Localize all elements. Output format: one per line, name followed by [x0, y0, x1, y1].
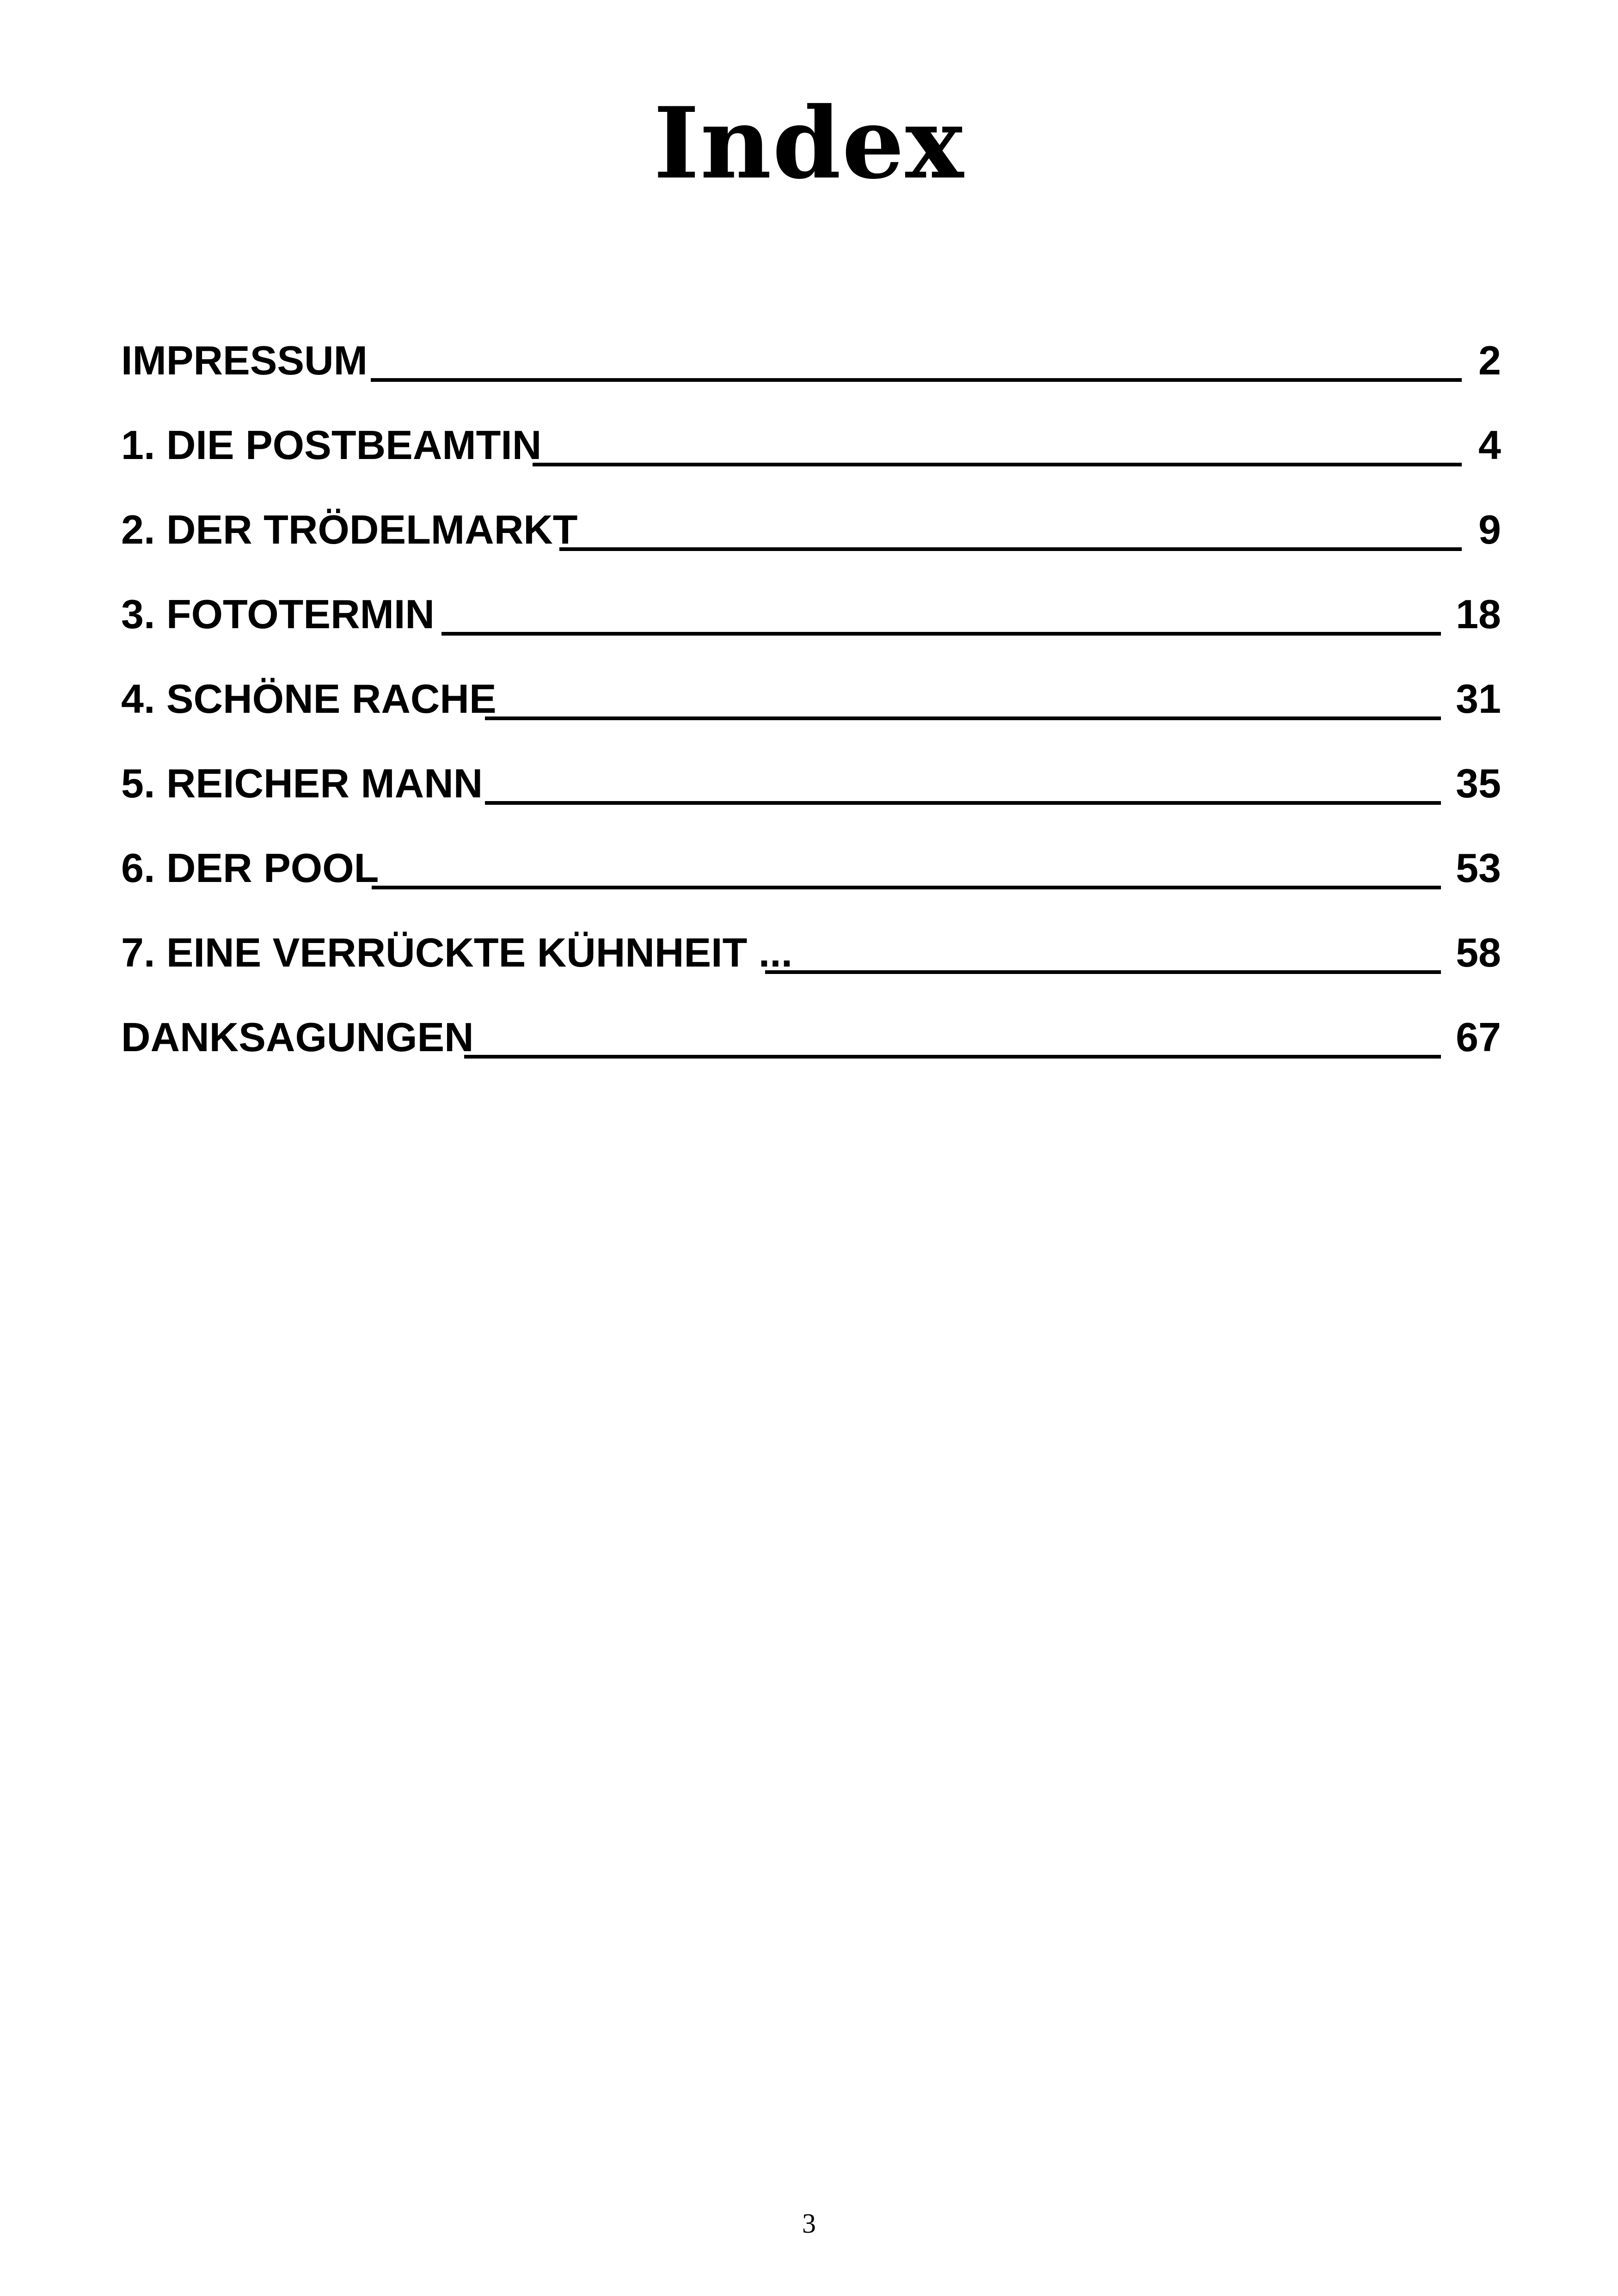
- toc-entry-page: 53: [1456, 845, 1501, 891]
- toc-entry-page: 35: [1456, 760, 1501, 806]
- page-number: 3: [802, 2208, 816, 2239]
- toc-entry-page: 2: [1478, 337, 1501, 383]
- page-title: Index: [653, 86, 965, 201]
- toc-entry-page: 67: [1456, 1014, 1501, 1060]
- toc-entry-label: 5. REICHER MANN: [121, 760, 483, 806]
- toc-entry-chapter-2[interactable]: [121, 502, 1501, 587]
- toc-entry-chapter-4[interactable]: [121, 671, 1501, 756]
- toc-entry-label: 1. DIE POSTBEAMTIN: [121, 422, 542, 468]
- toc-entry-label: IMPRESSUM: [121, 337, 368, 383]
- toc-leader-line: [559, 502, 1462, 551]
- toc-leader-line: [371, 333, 1462, 382]
- toc-leader-line: [533, 417, 1462, 466]
- toc-entry-label: 2. DER TRÖDELMARKT: [121, 507, 578, 552]
- toc-entry-page: 9: [1478, 507, 1501, 552]
- toc-entry-danksagungen[interactable]: [121, 1010, 1501, 1094]
- toc-leader-line: [485, 756, 1441, 805]
- table-of-contents: [121, 333, 1501, 1094]
- toc-entry-label: DANKSAGUNGEN: [121, 1014, 474, 1060]
- toc-entry-page: 31: [1456, 676, 1501, 722]
- toc-entry-impressum[interactable]: [121, 333, 1501, 417]
- toc-entry-chapter-6[interactable]: [121, 840, 1501, 925]
- toc-entry-chapter-7[interactable]: [121, 925, 1501, 1010]
- toc-entry-label: 6. DER POOL: [121, 845, 379, 891]
- toc-entry-page: 58: [1456, 930, 1501, 975]
- toc-entry-chapter-3[interactable]: [121, 587, 1501, 671]
- toc-leader-line: [485, 671, 1441, 720]
- toc-leader-line: [464, 1010, 1441, 1059]
- toc-leader-line: [372, 840, 1441, 889]
- toc-leader-line: [765, 925, 1441, 974]
- toc-entry-chapter-1[interactable]: [121, 417, 1501, 502]
- toc-entry-chapter-5[interactable]: [121, 756, 1501, 840]
- toc-leader-line: [441, 587, 1441, 636]
- toc-entry-label: 4. SCHÖNE RACHE: [121, 676, 496, 722]
- toc-entry-label: 3. FOTOTERMIN: [121, 591, 435, 637]
- toc-entry-page: 4: [1478, 422, 1501, 468]
- toc-entry-page: 18: [1456, 591, 1501, 637]
- toc-entry-label: 7. EINE VERRÜCKTE KÜHNHEIT ...: [121, 930, 793, 975]
